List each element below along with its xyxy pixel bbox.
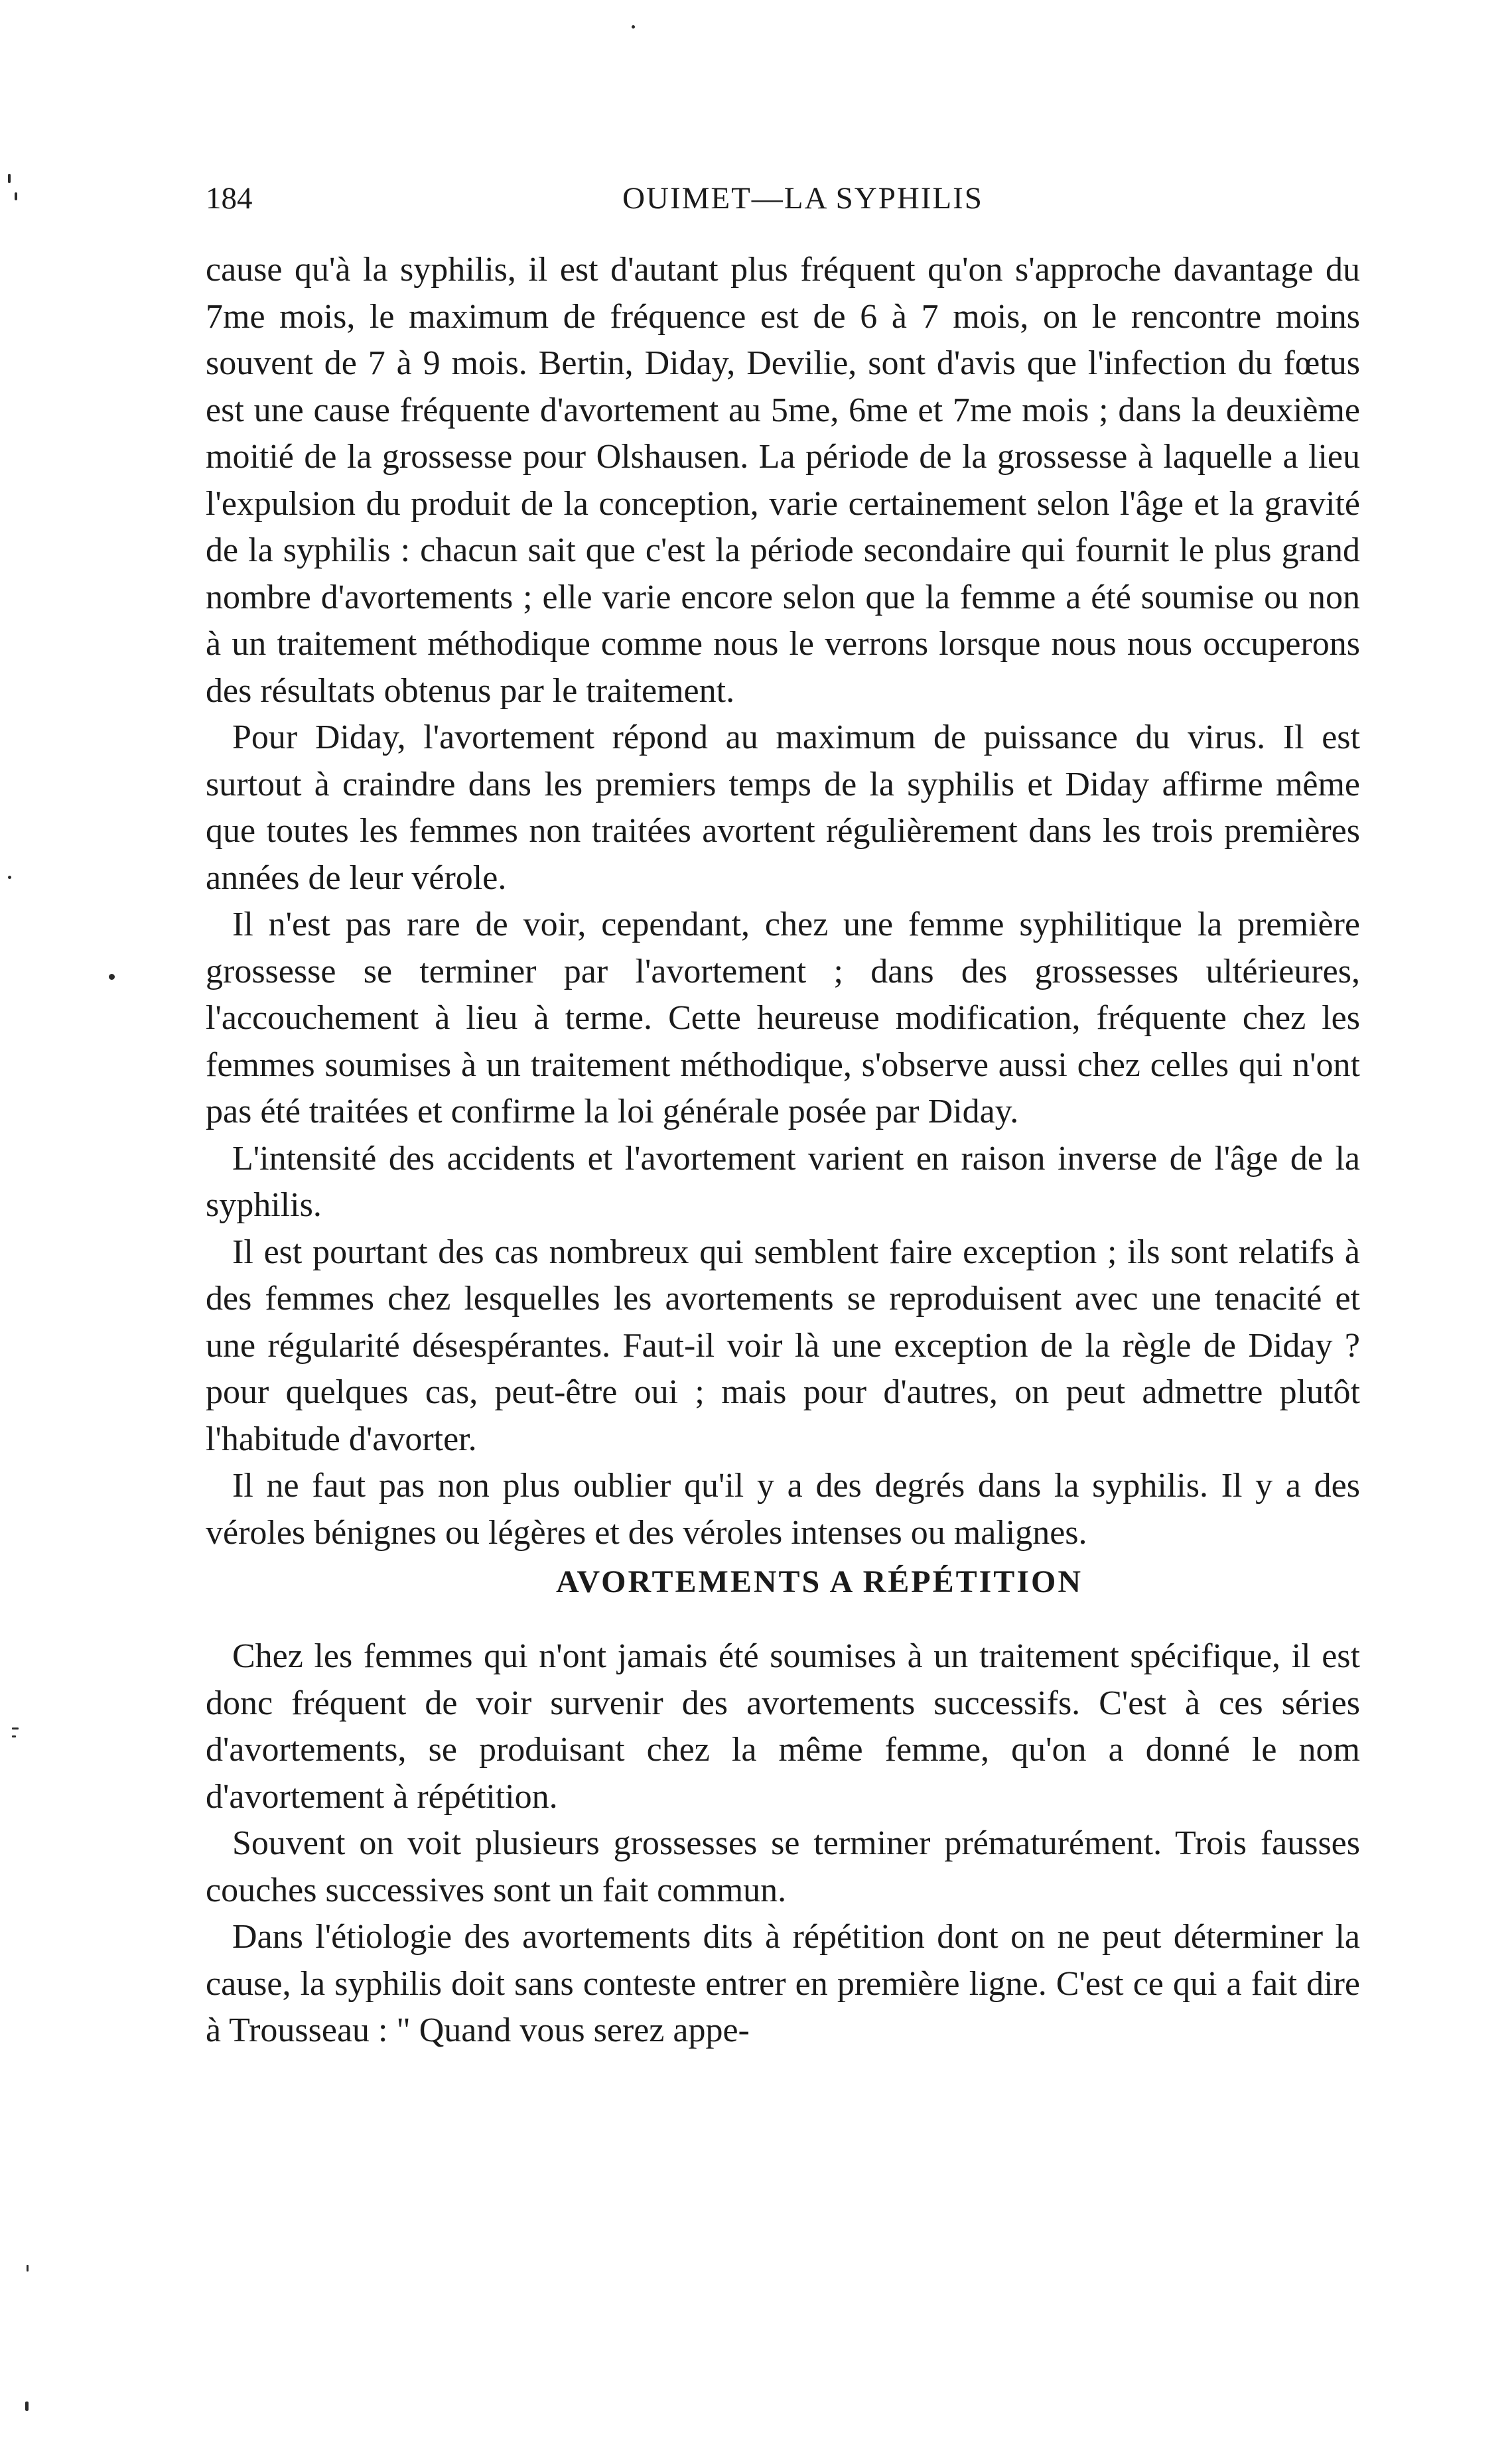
scan-speck xyxy=(632,25,635,29)
scan-speck xyxy=(27,2265,29,2271)
page-header xyxy=(206,180,1360,227)
running-title: OUIMET—LA SYPHILIS xyxy=(622,181,983,216)
paragraph: Chez les femmes qui n'ont jamais été soumises à un traitement spécifique, il est donc fréquent de voir survenir des avortements successifs. C'est à ces séries d'avortements, se produisant chez la même femme, qu'on a donné le nom d'avortement à répétition. xyxy=(206,1637,1360,1816)
paragraph: L'intensité des accidents et l'avortement varient en raison inverse de l'âge de la syphilis. xyxy=(206,1139,1360,1224)
scan-speck xyxy=(109,974,115,980)
scan-speck xyxy=(8,876,11,879)
scan-speck xyxy=(12,1728,19,1729)
scan-speck xyxy=(15,192,17,200)
body-text xyxy=(206,247,1360,2055)
paragraph: Il n'est pas rare de voir, cependant, chez une femme syphilitique la première grossesse se terminer par l'avortement ; dans des grossesses ultérieures, l'accouchement à lieu à terme. Cette heureuse modification, fréquente chez les femmes soumises à un traitement méthodique, s'observe aussi chez celles qui n'ont pas été traitées et confirme la loi générale posée par Diday. xyxy=(206,906,1360,1130)
scan-speck xyxy=(12,1735,16,1737)
scan-speck xyxy=(8,174,11,183)
scan-speck xyxy=(25,2402,29,2411)
paragraph: Pour Diday, l'avortement répond au maximum de puissance du virus. Il est surtout à craindre dans les premiers temps de la syphilis et Diday affirme même que toutes les femmes non traitées avortent régulièrement dans les trois premières années de leur vérole. xyxy=(206,718,1360,897)
paragraph: Dans l'étiologie des avortements dits à répétition dont on ne peut déterminer la cause, la syphilis doit sans conteste entrer en première ligne. C'est ce qui a fait dire à Trousseau : " Quand vous serez appe- xyxy=(206,1918,1360,2049)
section-heading: AVORTEMENTS A RÉPÉTITION xyxy=(556,1564,1083,1599)
paragraph: Il ne faut pas non plus oublier qu'il y a des degrés dans la syphilis. Il y a des véroles bénignes ou légères et des véroles intenses ou malignes. xyxy=(206,1467,1360,1552)
paragraph: cause qu'à la syphilis, il est d'autant plus fréquent qu'on s'approche davantage du 7me mois, le maximum de fréquence est de 6 à 7 mois, on le rencontre moins souvent de 7 à 9 mois. Bertin, Diday, Devilie, sont d'avis que l'infection du fœtus est une cause fréquente d'avortement au 5me, 6me et 7me mois ; dans la deuxième moitié de la grossesse pour Olshausen. La période de la grossesse à laquelle a lieu l'expulsion du produit de la conception, varie certainement selon l'âge et la gravité de la syphilis : chacun sait que c'est la période secondaire qui fournit le plus grand nombre d'avortements ; elle varie encore selon que la femme a été soumise ou non à un traitement méthodique comme nous le verrons lorsque nous nous occuperons des résultats obtenus par le traitement. xyxy=(206,251,1360,710)
paragraph: Il est pourtant des cas nombreux qui semblent faire exception ; ils sont relatifs à des femmes chez lesquelles les avortements se reproduisent avec une tenacité et une régularité désespérantes. Faut-il voir là une exception de la règle de Diday ? pour quelques cas, peut-être oui ; mais pour d'autres, on peut admettre plutôt l'habitude d'avorter. xyxy=(206,1233,1360,1458)
paragraph: Souvent on voit plusieurs grossesses se terminer prématurément. Trois fausses couches successives sont un fait commun. xyxy=(206,1824,1360,1909)
page-number: 184 xyxy=(206,181,253,216)
